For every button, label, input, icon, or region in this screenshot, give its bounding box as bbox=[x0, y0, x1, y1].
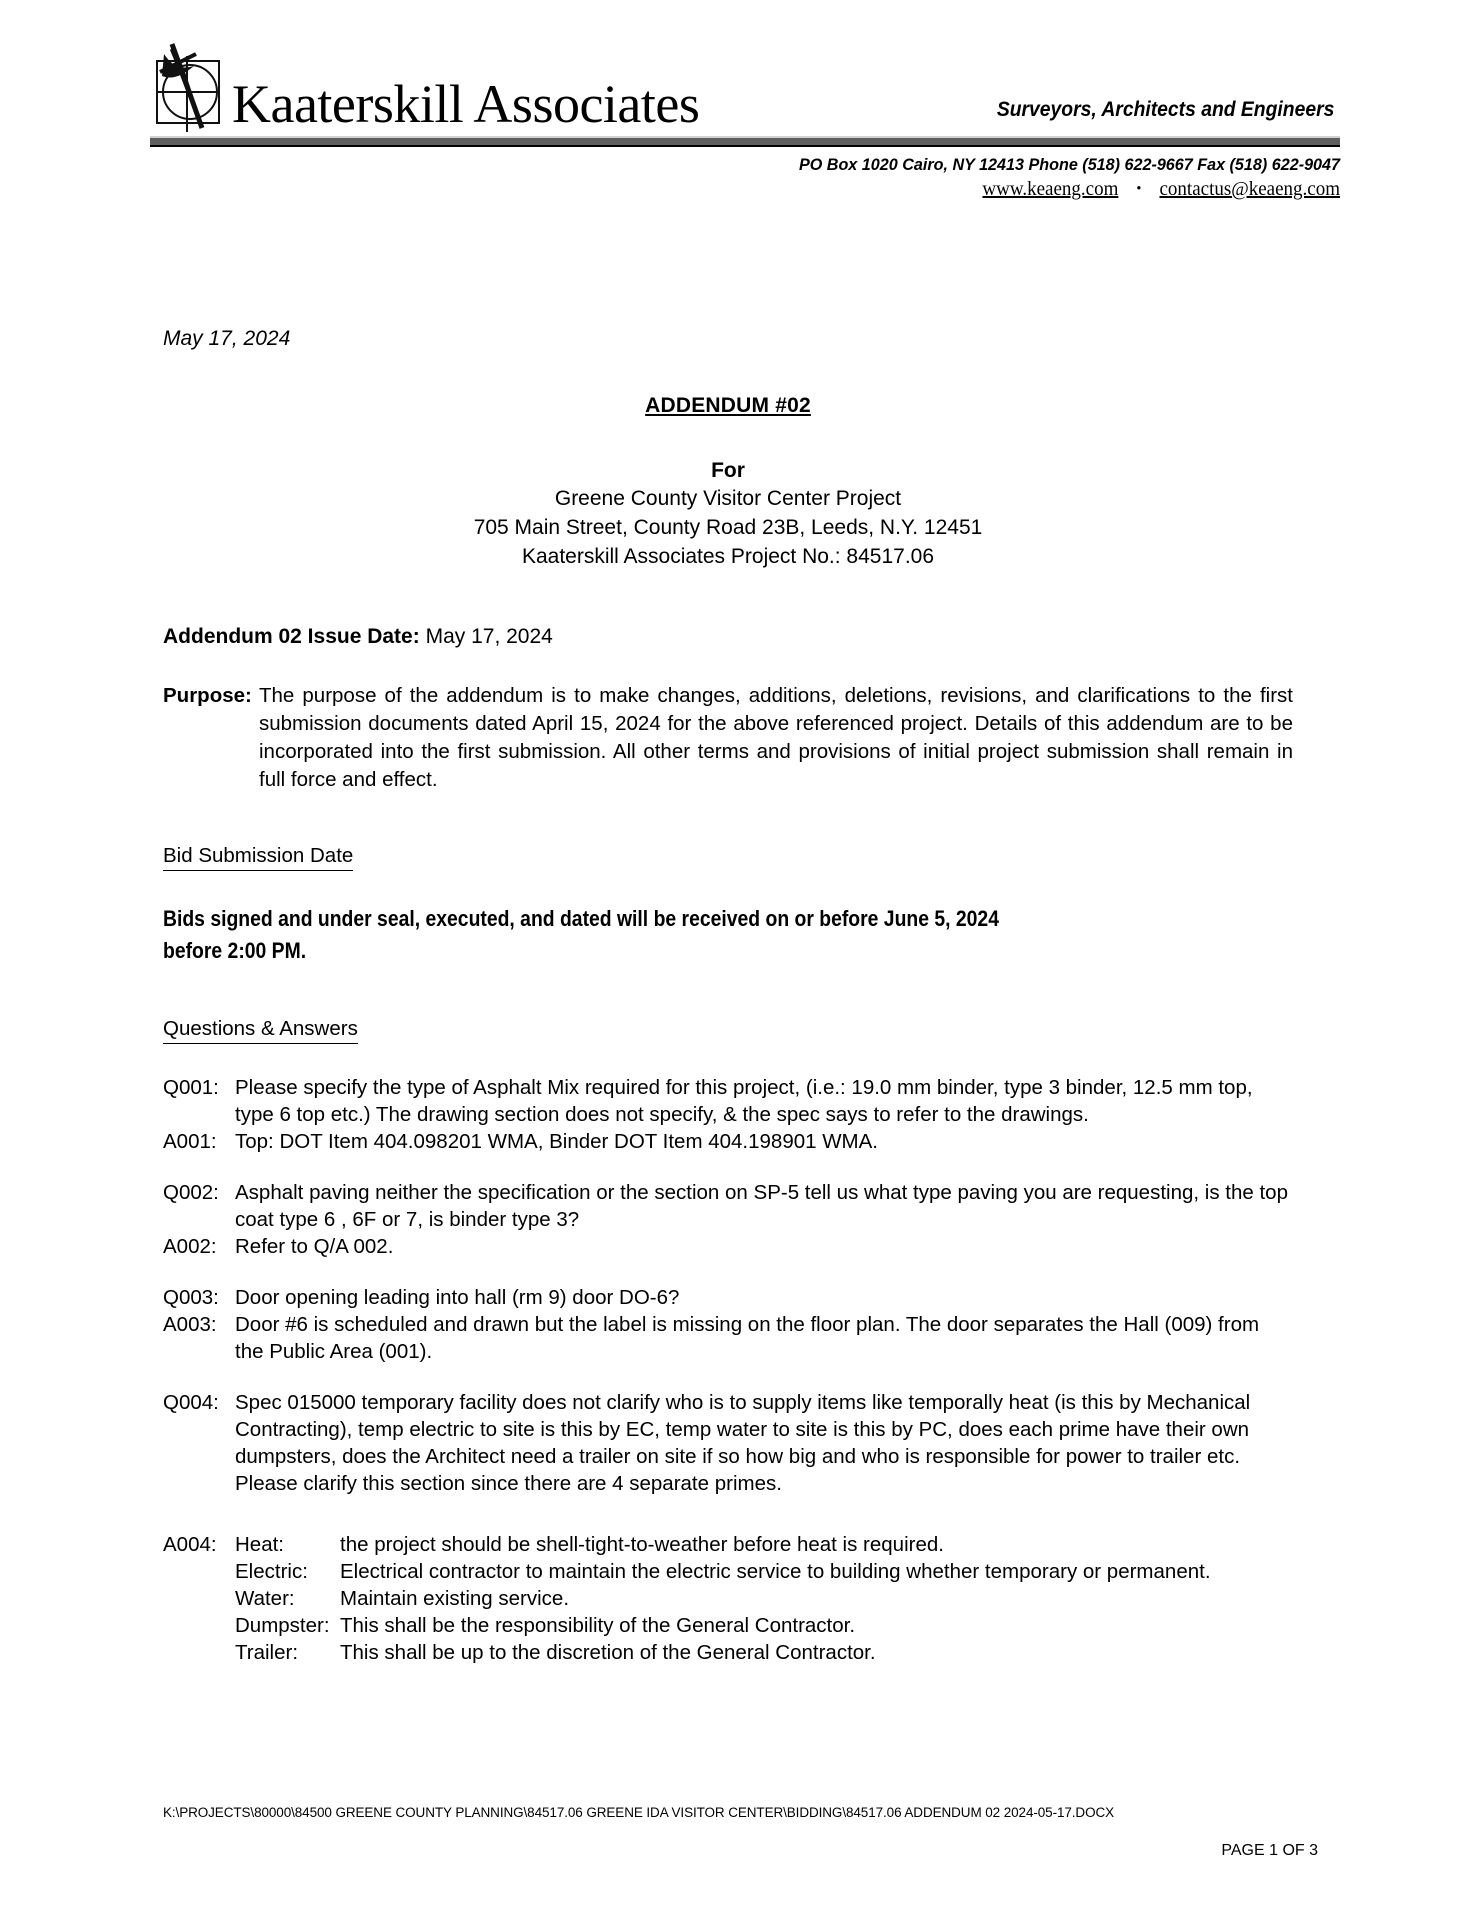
qa-list bbox=[163, 1074, 1293, 1666]
addendum-title: ADDENDUM #02 bbox=[645, 394, 811, 417]
contact-block bbox=[210, 152, 1341, 202]
answer-detail-row bbox=[163, 1558, 1293, 1585]
answer-detail-row bbox=[163, 1612, 1293, 1639]
answer-text: Top: DOT Item 404.098201 WMA, Binder DOT Item 404.198901 WMA. bbox=[235, 1130, 879, 1153]
answer-term: Heat: bbox=[235, 1533, 284, 1556]
question-row bbox=[163, 1074, 1293, 1128]
document-body bbox=[163, 325, 1293, 1690]
issue-date-row bbox=[163, 623, 1293, 650]
firm-tagline: Surveyors, Architects and Engineers bbox=[996, 98, 1335, 121]
question-row bbox=[163, 1179, 1293, 1233]
questions-answers-heading: Questions & Answers bbox=[163, 1015, 358, 1044]
qa-group bbox=[163, 1179, 1293, 1260]
addendum-title-wrap bbox=[163, 392, 1293, 419]
answer-code-spacer bbox=[163, 1639, 235, 1666]
question-code: Q002: bbox=[163, 1181, 219, 1204]
answer-code: A001: bbox=[163, 1130, 217, 1153]
letterhead bbox=[150, 22, 1340, 202]
purpose-text: The purpose of the addendum is to make changes, additions, deletions, revisions, and clarifications to the first submission documents dated April 15, 2024 for the above referenced project. Details of this addendum are to be incorporated into the first submission. All other terms and provisions of initial project submission shall remain in full force and effect. bbox=[259, 684, 1293, 791]
document-date: May 17, 2024 bbox=[163, 327, 291, 350]
letterhead-row bbox=[150, 22, 1340, 134]
answer-description: This shall be the responsibility of the General Contractor. bbox=[340, 1614, 856, 1637]
compass-logo-icon bbox=[150, 36, 228, 134]
question-text: Please specify the type of Asphalt Mix required for this project, (i.e.: 19.0 mm binder, type 3 binder, 12.5 mm top, type 6 top etc.) The drawing section does not specify, & the spec says to refer to the drawings. bbox=[235, 1076, 1253, 1126]
page-footer bbox=[163, 1805, 1318, 1860]
question-code: Q003: bbox=[163, 1286, 219, 1309]
footer-page-number: PAGE 1 OF 3 bbox=[1221, 1842, 1318, 1859]
answer-code: A004: bbox=[163, 1533, 217, 1556]
answer-code-spacer bbox=[163, 1612, 235, 1639]
question-text: Door opening leading into hall (rm 9) door DO-6? bbox=[235, 1286, 680, 1309]
issue-date-value: May 17, 2024 bbox=[425, 625, 553, 648]
answer-term: Dumpster: bbox=[235, 1614, 330, 1637]
purpose-label: Purpose: bbox=[163, 684, 252, 707]
for-label: For bbox=[711, 459, 745, 482]
qa-group bbox=[163, 1074, 1293, 1155]
project-address: 705 Main Street, County Road 23B, Leeds, N.Y. 12451 bbox=[473, 516, 983, 539]
qa-group bbox=[163, 1284, 1293, 1365]
bullet-separator-icon: • bbox=[1136, 181, 1142, 197]
website-link[interactable]: www.keaeng.com bbox=[982, 178, 1119, 200]
qa-group bbox=[163, 1389, 1293, 1497]
project-name: Greene County Visitor Center Project bbox=[554, 487, 902, 510]
footer-file-path: K:\PROJECTS\80000\84500 GREENE COUNTY PLANNING\84517.06 GREENE IDA VISITOR CENTER\BIDDING\84517.06 ADDENDUM 02 2024-05-17.DOCX bbox=[163, 1805, 1115, 1820]
title-block bbox=[163, 392, 1293, 571]
answer-code: A002: bbox=[163, 1235, 217, 1258]
answer-code-spacer bbox=[163, 1585, 235, 1612]
bid-line-1: Bids signed and under seal, executed, and dated will be received on or before June 5, 2024 bbox=[163, 906, 999, 931]
question-text: Asphalt paving neither the specification or the section on SP-5 tell us what type paving you are requesting, is the top coat type 6 , 6F or 7, is binder type 3? bbox=[235, 1181, 1288, 1231]
answer-description: Electrical contractor to maintain the electric service to building whether temporary or permanent. bbox=[340, 1560, 1211, 1583]
answer-term: Electric: bbox=[235, 1560, 308, 1583]
answer-row bbox=[163, 1233, 1293, 1260]
bid-section bbox=[163, 794, 1293, 967]
answer-row bbox=[163, 1311, 1293, 1365]
compass-needle-icon bbox=[150, 36, 228, 134]
question-row bbox=[163, 1284, 1293, 1311]
answer-detail-row bbox=[163, 1639, 1293, 1666]
contact-web-email bbox=[210, 177, 1341, 202]
answer-code: A003: bbox=[163, 1313, 217, 1336]
answer-row bbox=[163, 1128, 1293, 1155]
contact-address: PO Box 1020 Cairo, NY 12413 Phone (518) 622-9667 Fax (518) 622-9047 bbox=[798, 155, 1340, 174]
question-text: Spec 015000 temporary facility does not clarify who is to supply items like temporally heat (is this by Mechanical Contracting), temp electric to site is this by EC, temp water to site is this by PC, does each prime have their own dumpsters, does the Architect need a trailer on site if so how big and who is responsible for power to trailer etc. Please clarify this section since there are 4 separate primes. bbox=[235, 1391, 1251, 1495]
letterhead-divider bbox=[150, 136, 1340, 147]
qa-section bbox=[163, 967, 1293, 1666]
answer-term: Trailer: bbox=[235, 1641, 299, 1664]
answer-text: Refer to Q/A 002. bbox=[235, 1235, 394, 1258]
answer-code-spacer bbox=[163, 1558, 235, 1585]
answer-text: Door #6 is scheduled and drawn but the label is missing on the floor plan. The door separates the Hall (009) from the Public Area (001). bbox=[235, 1313, 1260, 1363]
purpose-row bbox=[163, 682, 1293, 794]
answer-description: the project should be shell-tight-to-weather before heat is required. bbox=[340, 1533, 944, 1556]
question-code: Q004: bbox=[163, 1391, 219, 1414]
question-code: Q001: bbox=[163, 1076, 219, 1099]
bid-submission-heading: Bid Submission Date bbox=[163, 842, 353, 871]
firm-name: Kaaterskill Associates bbox=[232, 74, 700, 134]
answer-term: Water: bbox=[235, 1587, 295, 1610]
email-link[interactable]: contactus@keaeng.com bbox=[1159, 178, 1340, 200]
project-number: Kaaterskill Associates Project No.: 84517.06 bbox=[521, 545, 935, 568]
question-row bbox=[163, 1389, 1293, 1497]
answer-detail-row bbox=[163, 1531, 1293, 1558]
answer-description: Maintain existing service. bbox=[340, 1587, 570, 1610]
bid-submission-text bbox=[163, 903, 1287, 967]
answer-detail-row bbox=[163, 1585, 1293, 1612]
answer-detail-group bbox=[163, 1531, 1293, 1666]
answer-description: This shall be up to the discretion of the General Contractor. bbox=[340, 1641, 876, 1664]
bid-line-2: before 2:00 PM. bbox=[163, 938, 307, 963]
issue-date-label: Addendum 02 Issue Date: bbox=[163, 625, 420, 648]
